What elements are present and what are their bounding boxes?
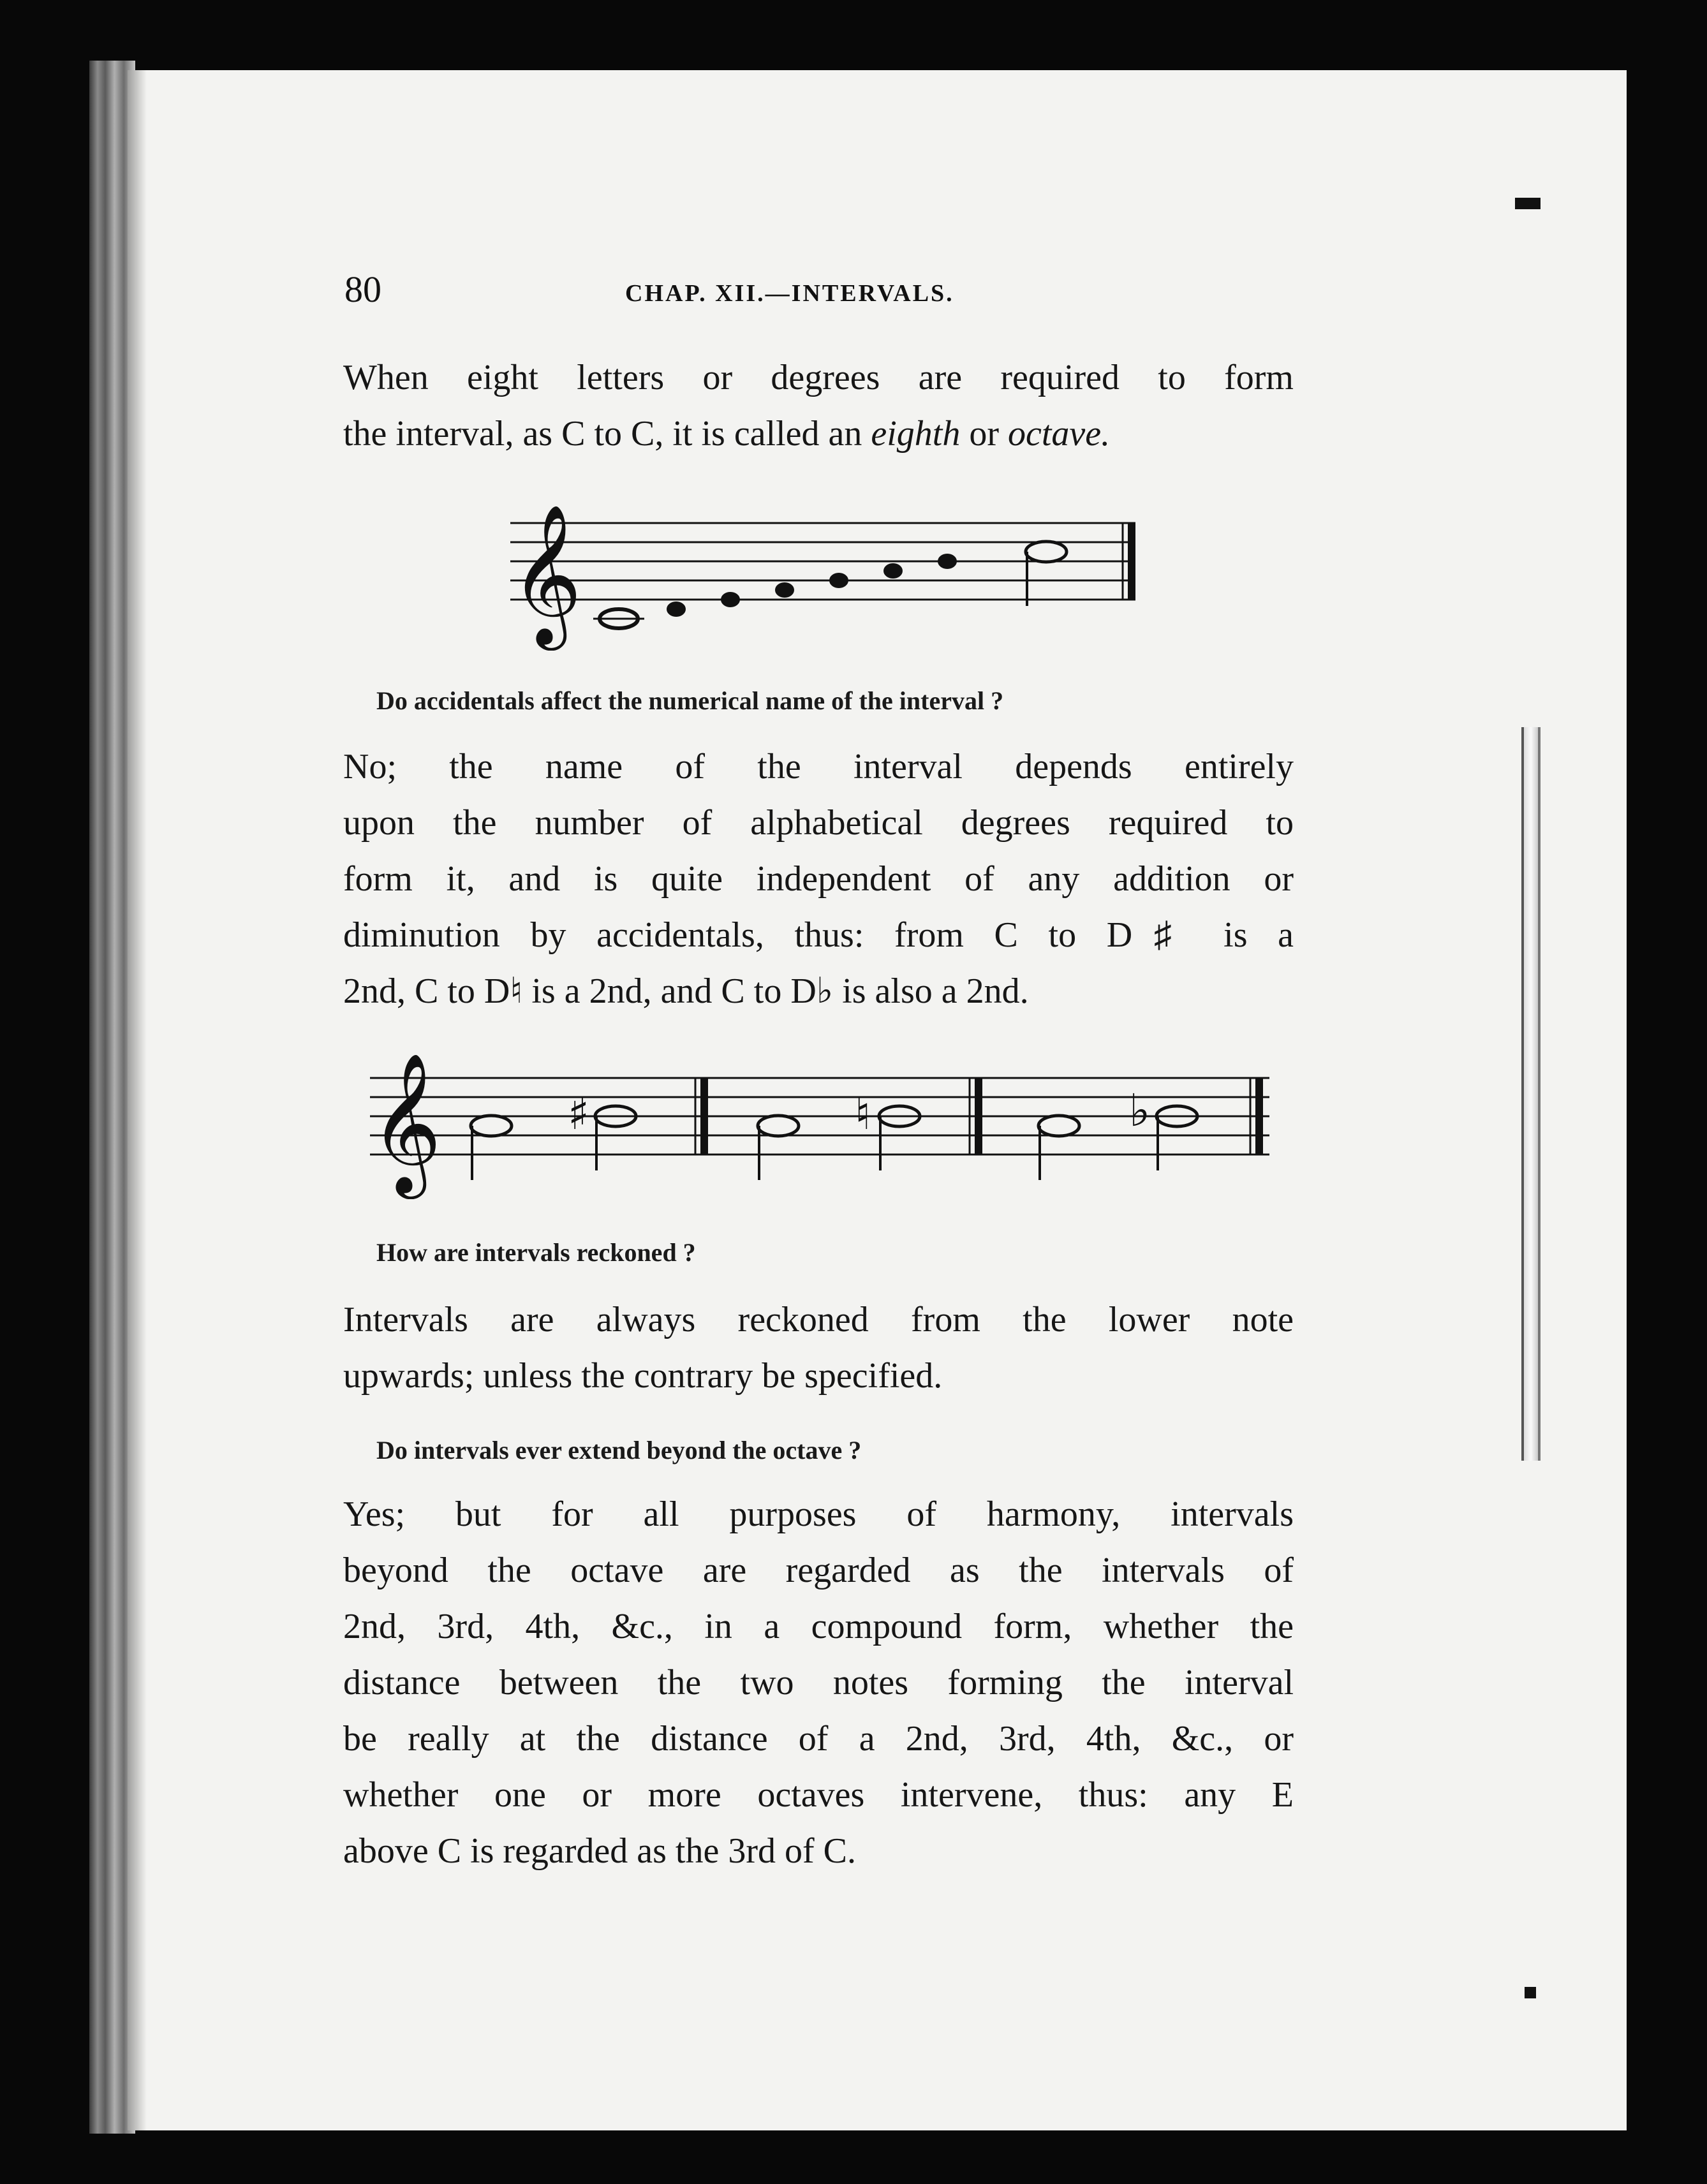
octave-scale-figure (498, 498, 1161, 651)
text-line: diminution by accidentals, thus: from C to D♯ is a (343, 915, 1294, 955)
text-line: Yes; but for all purposes of harmony, intervals (343, 1494, 1294, 1534)
treble-clef-icon: 𝄞 (370, 1052, 442, 1193)
text-line: form it, and is quite independent of any addition or (343, 859, 1294, 899)
text-line: No; the name of the interval depends entirely (343, 747, 1294, 786)
treble-clef-icon: 𝄞 (510, 503, 582, 644)
text-line: Intervals are always reckoned from the lower note (343, 1300, 1294, 1339)
paragraph-accidentals (343, 739, 1294, 1019)
scan-mark (1515, 198, 1541, 209)
text-line: upon the number of alphabetical degrees required to (343, 803, 1294, 843)
text-line: whether one or more octaves intervene, thus: any E (343, 1775, 1294, 1815)
running-head: CHAP. XII.—INTERVALS. (625, 280, 954, 307)
question-beyond-octave: Do intervals ever extend beyond the octave ? (376, 1436, 862, 1465)
note-d (667, 601, 686, 617)
note-e (721, 592, 740, 607)
page-number: 80 (344, 269, 381, 310)
note-f (775, 582, 794, 598)
question-reckoned: How are intervals reckoned ? (376, 1238, 696, 1267)
text-line: the interval, as C to C, it is called an eighth or octave. (343, 414, 1111, 454)
text-line: distance between the two notes forming the interval (343, 1663, 1294, 1702)
text-line: 2nd, 3rd, 4th, &c., in a compound form, whether the (343, 1607, 1294, 1646)
page-gutter-shadow (128, 70, 147, 2130)
note-g (829, 573, 848, 588)
final-barline (1128, 523, 1135, 600)
accidental-examples-figure (364, 1046, 1282, 1199)
flat-icon: ♭ (1129, 1084, 1151, 1137)
note-c-high (1026, 542, 1067, 562)
natural-icon: ♮ (855, 1088, 871, 1140)
paragraph-octave (343, 350, 1294, 462)
text-line: be really at the distance of a 2nd, 3rd, 4th, &c., or (343, 1719, 1294, 1759)
text-line: above C is regarded as the 3rd of C. (343, 1831, 856, 1871)
text-line: upwards; unless the contrary be specified. (343, 1356, 943, 1396)
note-a (883, 563, 903, 579)
paragraph-compound (343, 1486, 1294, 1879)
paragraph-reckoned (343, 1292, 1294, 1404)
question-accidentals: Do accidentals affect the numerical name of the interval ? (376, 686, 1004, 715)
sharp-icon: ♯ (568, 1088, 589, 1140)
text-line: beyond the octave are regarded as the intervals of (343, 1551, 1294, 1590)
text-line: 2nd, C to D♮ is a 2nd, and C to D♭ is also a 2nd. (343, 971, 1029, 1011)
note-b (938, 554, 957, 569)
scan-mark (1525, 1987, 1536, 1998)
text-line: When eight letters or degrees are required to form (343, 358, 1294, 397)
page-clip-strip (1521, 727, 1541, 1461)
